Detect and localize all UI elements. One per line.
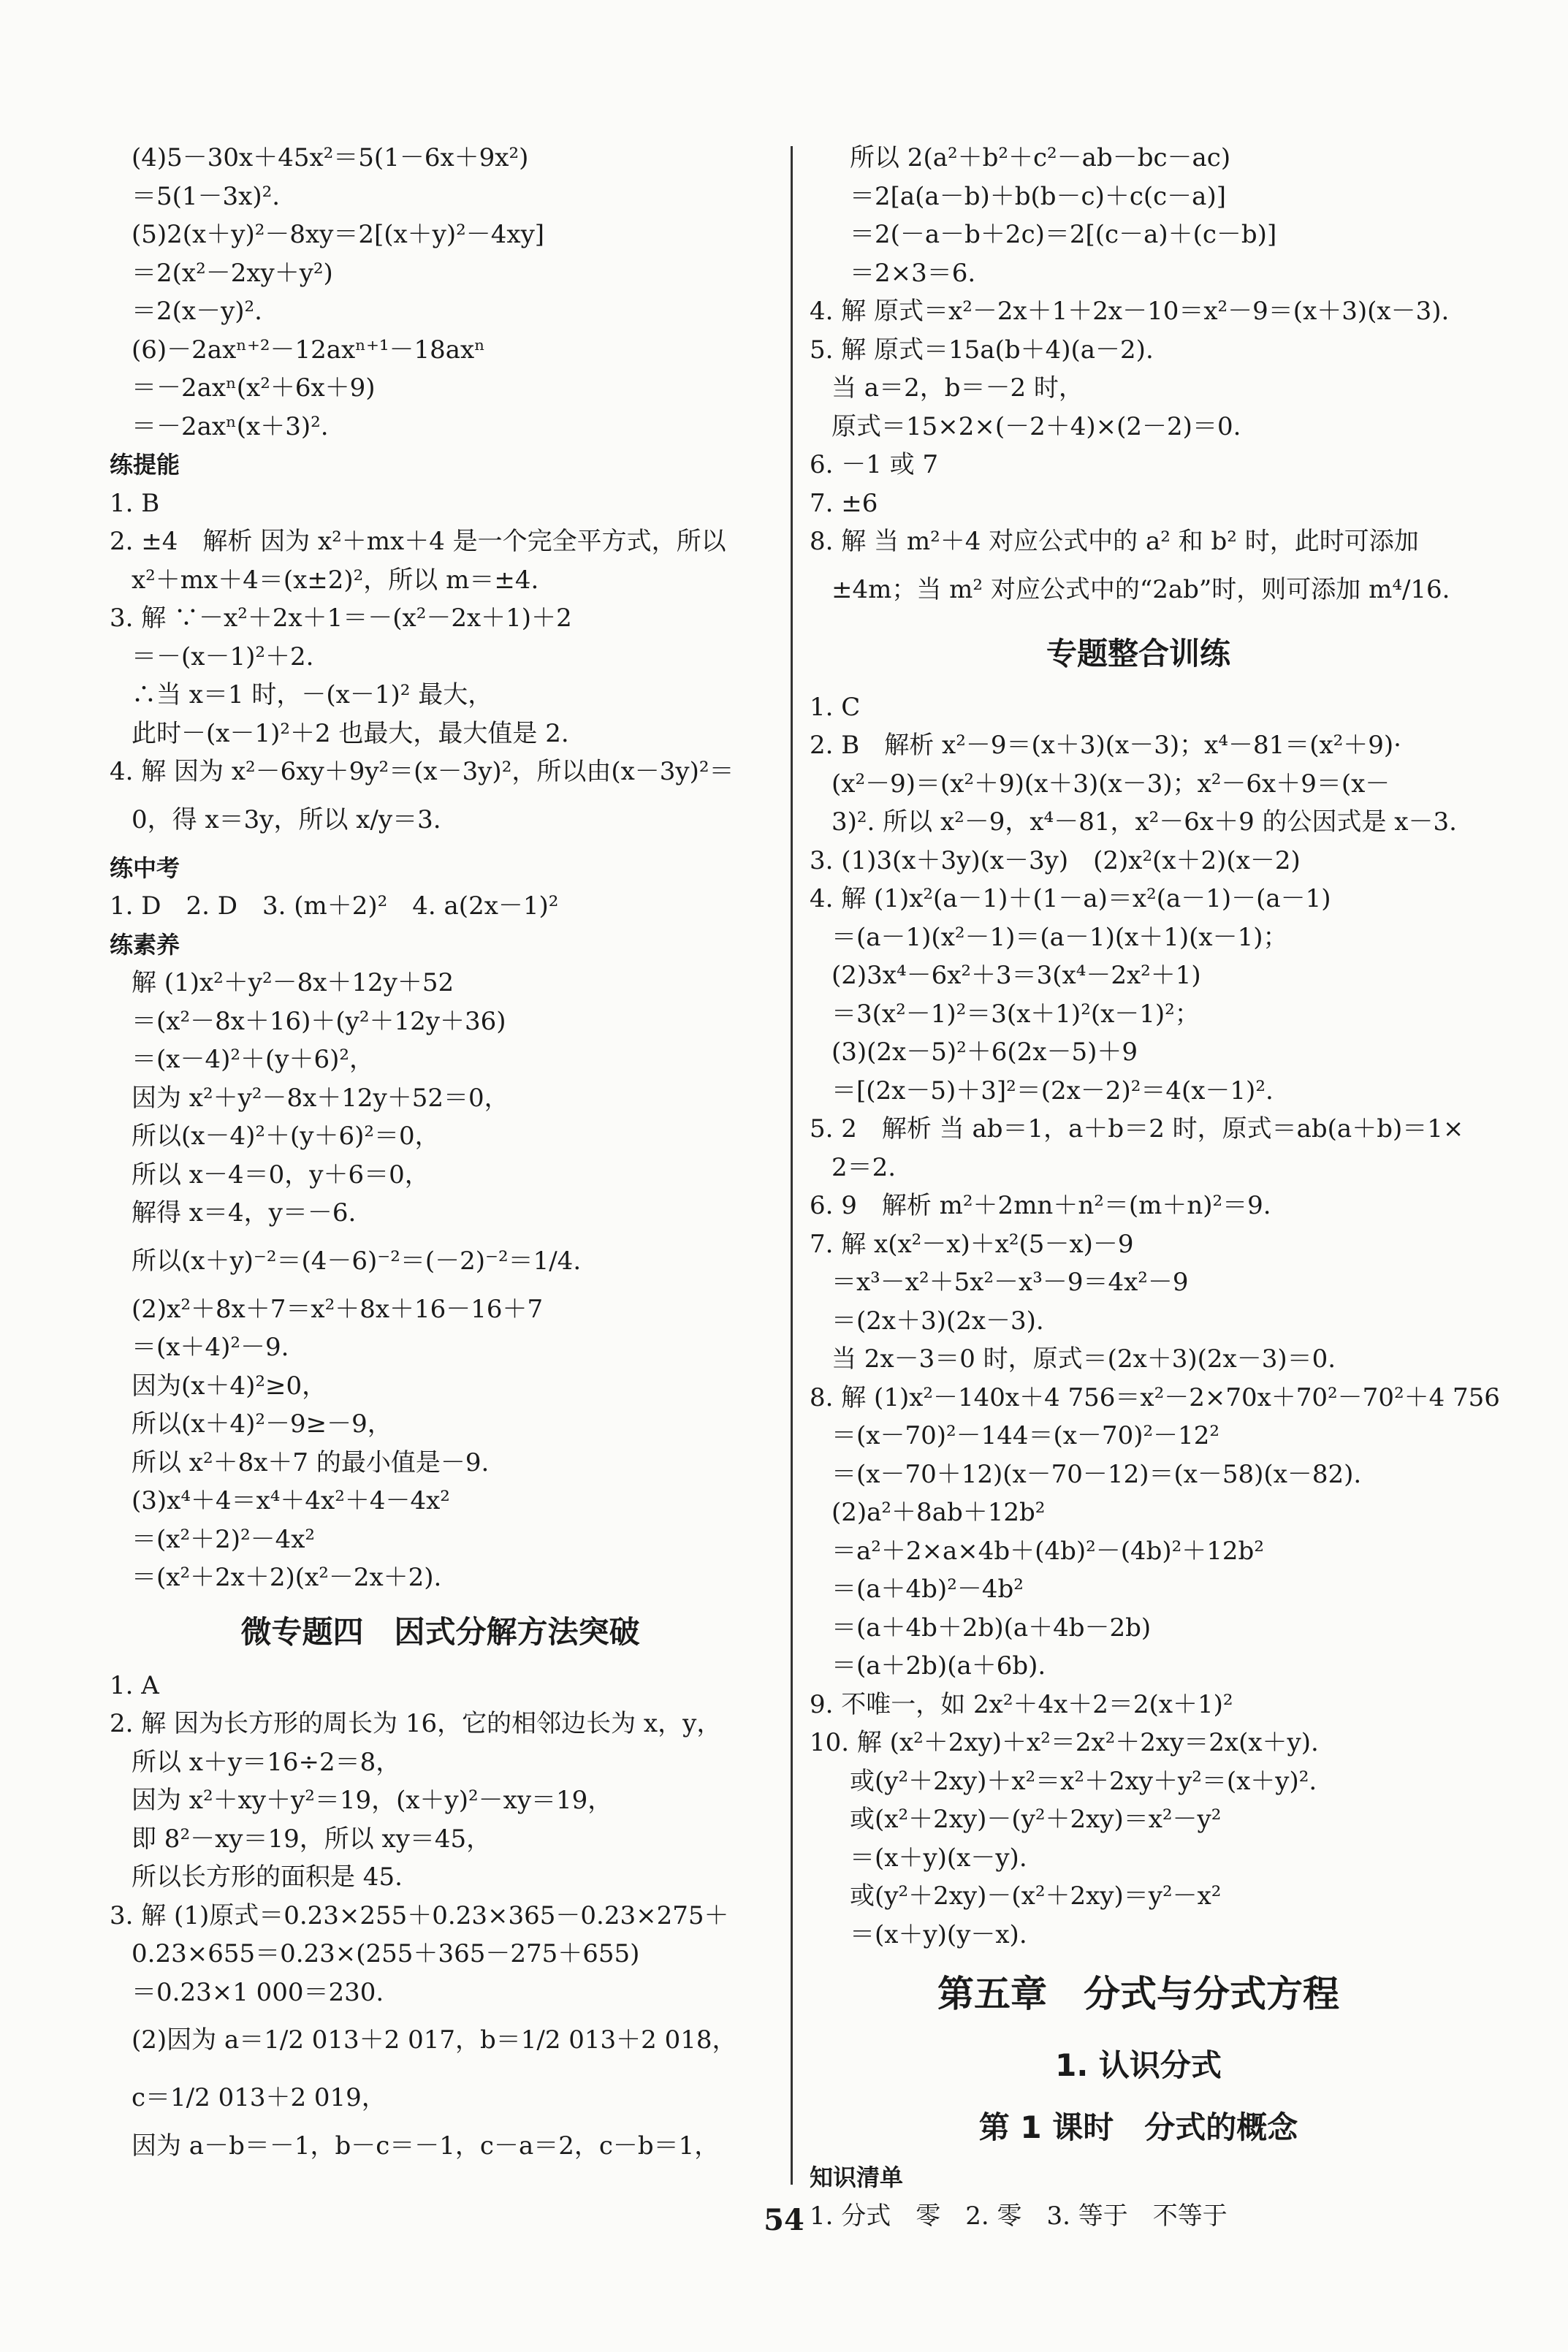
right-line: 1. C <box>810 692 861 722</box>
right-line: ＝2[a(a－b)＋b(b－c)＋c(c－a)] <box>850 181 1226 211</box>
right-line: ＝(x＋y)(x－y). <box>850 1843 1027 1873</box>
left-line: ＝2(x－y)². <box>132 297 262 326</box>
right-line: ＝3(x²－1)²＝3(x＋1)²(x－1)²； <box>831 999 1200 1029</box>
right-line: 所以 2(a²＋b²＋c²－ab－bc－ac) <box>850 143 1231 172</box>
right-line: 6. 9 解析 m²＋2mn＋n²＝(m＋n)²＝9. <box>810 1191 1271 1220</box>
right-line: 7. 解 x(x²－x)＋x²(5－x)－9 <box>810 1229 1134 1259</box>
left-line: 练中考 <box>110 853 180 882</box>
right-line: 第五章 分式与分式方程 <box>937 1973 1339 2015</box>
right-line: ＝(x＋y)(y－x). <box>850 1919 1027 1949</box>
right-line: 2＝2. <box>831 1152 897 1182</box>
right-line: (3)(2x－5)²＋6(2x－5)＋9 <box>831 1038 1138 1067</box>
left-line: 3. 解 (1)原式＝0.23×255＋0.23×365－0.23×275＋ <box>110 1900 729 1930</box>
left-line: 1. B <box>110 488 160 518</box>
right-line: 4. 解 (1)x²(a－1)＋(1－a)＝x²(a－1)－(a－1) <box>810 884 1331 913</box>
left-line: 1. A <box>110 1670 159 1700</box>
right-line: (2)a²＋8ab＋12b² <box>831 1498 1046 1527</box>
right-line: ＝(x－70)²－144＝(x－70)²－12² <box>831 1421 1219 1450</box>
left-line: 4. 解 因为 x²－6xy＋9y²＝(x－3y)²，所以由(x－3y)²＝ <box>110 757 734 786</box>
left-line: 1. D 2. D 3. (m＋2)² 4. a(2x－1)² <box>110 891 559 921</box>
right-line: 当 a＝2，b＝－2 时， <box>831 373 1084 403</box>
right-line: 1. 认识分式 <box>1055 2047 1222 2083</box>
right-line: 原式＝15×2×(－2＋4)×(2－2)＝0. <box>831 411 1241 441</box>
right-line: ＝(x－70＋12)(x－70－12)＝(x－58)(x－82). <box>831 1459 1362 1489</box>
left-line: 因为(x＋4)²≥0， <box>132 1371 327 1401</box>
right-line: (2)3x⁴－6x²＋3＝3(x⁴－2x²＋1) <box>831 961 1201 990</box>
right-line: 5. 2 解析 当 ab＝1，a＋b＝2 时，原式＝ab(a＋b)＝1× <box>810 1114 1464 1143</box>
left-line: x²＋mx＋4＝(x±2)²，所以 m＝±4. <box>132 565 539 595</box>
left-line: 练提能 <box>110 451 180 479</box>
right-line: ＝2(－a－b＋2c)＝2[(c－a)＋(c－b)] <box>850 220 1277 249</box>
left-column <box>110 139 771 2166</box>
left-line: (6)－2axⁿ⁺²－12axⁿ⁺¹－18axⁿ <box>132 335 485 365</box>
right-line: ＝(a＋4b)²－4b² <box>831 1575 1024 1604</box>
left-line: c＝1/2 013＋2 019， <box>132 2083 387 2112</box>
right-line: 当 2x－3＝0 时，原式＝(2x＋3)(2x－3)＝0. <box>831 1344 1336 1374</box>
left-line: (2)x²＋8x＋7＝x²＋8x＋16－16＋7 <box>132 1294 544 1324</box>
right-line: ＝(a＋2b)(a＋6b). <box>831 1651 1046 1681</box>
left-line: ＝－2axⁿ(x²＋6x＋9) <box>132 373 376 403</box>
right-line: 知识清单 <box>810 2163 904 2191</box>
right-line: 9. 不唯一，如 2x²＋4x＋2＝2(x＋1)² <box>810 1689 1233 1719</box>
right-line: 或(x²＋2xy)－(y²＋2xy)＝x²－y² <box>850 1805 1222 1834</box>
left-line: 所以(x＋y)⁻²＝(4－6)⁻²＝(－2)⁻²＝1/4. <box>132 1246 582 1276</box>
right-line: 4. 解 原式＝x²－2x＋1＋2x－10＝x²－9＝(x＋3)(x－3). <box>810 297 1450 326</box>
right-line: ±4m；当 m² 对应公式中的“2ab”时，则可添加 m⁴/16. <box>831 574 1450 604</box>
left-line: 所以 x－4＝0，y＋6＝0， <box>132 1160 430 1190</box>
left-line: 因为 a－b＝－1，b－c＝－1，c－a＝2，c－b＝1， <box>132 2131 720 2161</box>
left-line: 因为 x²＋xy＋y²＝19，(x＋y)²－xy＝19， <box>132 1786 613 1815</box>
right-column <box>810 139 1500 2235</box>
right-line: 3)². 所以 x²－9，x⁴－81，x²－6x＋9 的公因式是 x－3. <box>831 807 1457 837</box>
column-divider <box>791 146 793 2185</box>
right-line: 7. ±6 <box>810 488 878 518</box>
left-line: ＝(x²＋2)²－4x² <box>132 1524 316 1554</box>
right-line: ＝(a＋4b＋2b)(a＋4b－2b) <box>831 1613 1152 1643</box>
left-line: 所以(x－4)²＋(y＋6)²＝0， <box>132 1122 440 1151</box>
right-line: ＝[(2x－5)＋3]²＝(2x－2)²＝4(x－1)². <box>831 1076 1274 1105</box>
left-line: ＝(x＋4)²－9. <box>132 1333 289 1362</box>
right-line: 10. 解 (x²＋2xy)＋x²＝2x²＋2xy＝2x(x＋y). <box>810 1728 1319 1757</box>
right-line: 3. (1)3(x＋3y)(x－3y) (2)x²(x＋2)(x－2) <box>810 845 1301 875</box>
left-line: 2. 解 因为长方形的周长为 16，它的相邻边长为 x，y， <box>110 1709 722 1738</box>
right-line: 或(y²＋2xy)＋x²＝x²＋2xy＋y²＝(x＋y)². <box>850 1766 1317 1796</box>
left-line: ＝(x－4)²＋(y＋6)²， <box>132 1045 374 1074</box>
left-line: (2)因为 a＝1/2 013＋2 017，b＝1/2 013＋2 018， <box>132 2025 737 2055</box>
right-line: 1. 分式 零 2. 零 3. 等于 不等于 <box>810 2201 1228 2231</box>
page-number: 54 <box>764 2203 804 2237</box>
left-line: (5)2(x＋y)²－8xy＝2[(x＋y)²－4xy] <box>132 220 545 249</box>
left-line: 所以长方形的面积是 45. <box>132 1862 403 1892</box>
left-line: ＝5(1－3x)². <box>132 181 281 211</box>
left-line: 所以(x＋4)²－9≥－9， <box>132 1409 392 1439</box>
left-line: ∴当 x＝1 时，－(x－1)² 最大， <box>132 680 493 709</box>
left-line: 微专题四 因式分解方法突破 <box>240 1613 640 1650</box>
left-line: ＝－2axⁿ(x＋3)². <box>132 411 329 441</box>
right-line: ＝(a－1)(x²－1)＝(a－1)(x＋1)(x－1)； <box>831 922 1288 952</box>
left-line: ＝(x²－8x＋16)＋(y²＋12y＋36) <box>132 1006 506 1036</box>
left-line: 练素养 <box>110 930 180 959</box>
left-line: 所以 x＋y＝16÷2＝8， <box>132 1747 401 1777</box>
right-line: 6. －1 或 7 <box>810 450 939 479</box>
left-line: (3)x⁴＋4＝x⁴＋4x²＋4－4x² <box>132 1486 450 1515</box>
left-line: 0.23×655＝0.23×(255＋365－275＋655) <box>132 1939 640 1968</box>
right-line: (x²－9)＝(x²＋9)(x＋3)(x－3)；x²－6x＋9＝(x－ <box>831 769 1390 799</box>
left-line: (4)5－30x＋45x²＝5(1－6x＋9x²) <box>132 143 529 172</box>
right-line: 或(y²＋2xy)－(x²＋2xy)＝y²－x² <box>850 1881 1222 1911</box>
left-line: 因为 x²＋y²－8x＋12y＋52＝0， <box>132 1083 509 1113</box>
right-line: ＝2×3＝6. <box>850 258 976 288</box>
right-line: ＝a²＋2×a×4b＋(4b)²－(4b)²＋12b² <box>831 1536 1264 1566</box>
left-line: 3. 解 ∵－x²＋2x＋1＝－(x²－2x＋1)＋2 <box>110 604 572 633</box>
left-line: ＝2(x²－2xy＋y²) <box>132 258 333 288</box>
right-line: 8. 解 (1)x²－140x＋4 756＝x²－2×70x＋70²－70²＋4 756 <box>810 1382 1500 1412</box>
left-line: 所以 x²＋8x＋7 的最小值是－9. <box>132 1447 490 1477</box>
right-line: 8. 解 当 m²＋4 对应公式中的 a² 和 b² 时，此时可添加 <box>810 527 1419 556</box>
left-line: 2. ±4 解析 因为 x²＋mx＋4 是一个完全平方式，所以 <box>110 527 726 556</box>
right-line: 专题整合训练 <box>1046 635 1230 671</box>
left-line: 解 (1)x²＋y²－8x＋12y＋52 <box>132 968 454 997</box>
right-line: ＝x³－x²＋5x²－x³－9＝4x²－9 <box>831 1268 1189 1297</box>
right-line: ＝(2x＋3)(2x－3). <box>831 1306 1044 1336</box>
left-line: 此时－(x－1)²＋2 也最大，最大值是 2. <box>132 718 569 748</box>
right-line: 第 1 课时 分式的概念 <box>978 2109 1298 2145</box>
left-line: 0，得 x＝3y，所以 x/y＝3. <box>132 804 441 834</box>
left-line: ＝0.23×1 000＝230. <box>132 1977 384 2007</box>
right-line: 2. B 解析 x²－9＝(x＋3)(x－3)；x⁴－81＝(x²＋9)· <box>810 731 1401 760</box>
right-line: 5. 解 原式＝15a(b＋4)(a－2). <box>810 335 1154 365</box>
left-line: ＝－(x－1)²＋2. <box>132 642 314 671</box>
left-line: 解得 x＝4，y＝－6. <box>132 1198 357 1228</box>
left-line: 即 8²－xy＝19，所以 xy＝45， <box>132 1824 492 1854</box>
left-line: ＝(x²＋2x＋2)(x²－2x＋2). <box>132 1563 442 1592</box>
